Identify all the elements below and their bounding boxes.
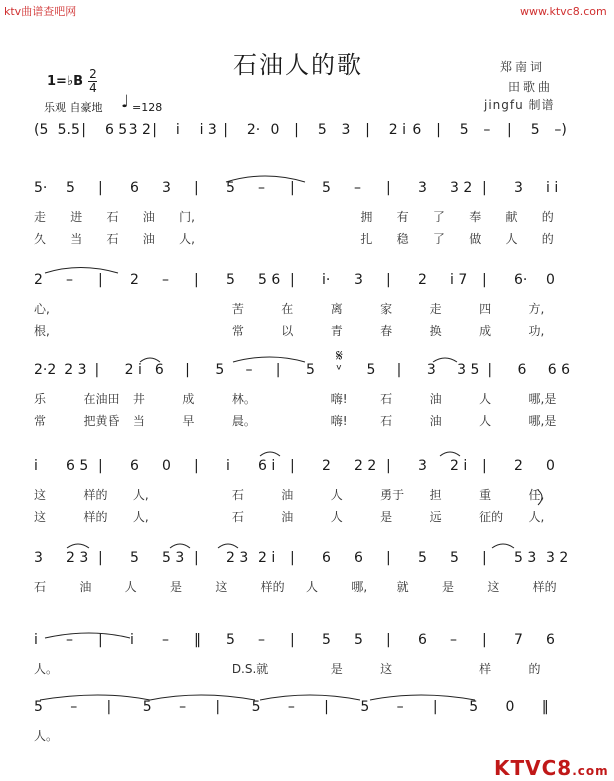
lyric-syllable: 根,: [34, 324, 50, 338]
lyric-syllable: 当: [132, 414, 145, 428]
tempo-value: =128: [132, 101, 163, 114]
lyric-syllable: 石: [106, 232, 119, 246]
note-token: i: [226, 458, 230, 474]
note-token: 5: [354, 632, 363, 648]
lyric-syllable: 担: [429, 488, 442, 502]
note-token: i 3: [199, 122, 217, 138]
lyric-syllable: 人。: [34, 662, 59, 676]
lyric-syllable: 是: [170, 580, 183, 594]
lyric-syllable: D.S.就: [231, 662, 269, 676]
slur-13: [40, 695, 150, 700]
lyric-syllable: 奉: [469, 210, 482, 224]
lyric-syllable: 油: [429, 414, 442, 428]
note-token: –: [258, 632, 265, 648]
barline: |: [386, 180, 391, 196]
lyric-syllable: 人,: [132, 510, 149, 524]
slur-15: [260, 695, 360, 700]
lyric-syllable: 走: [34, 210, 47, 224]
slur-11: [492, 544, 514, 548]
note-token: 2 2: [354, 458, 377, 474]
note-token: –): [554, 122, 567, 138]
lyric-syllable: 在油田: [83, 392, 120, 406]
lyric-syllable: 人,: [179, 232, 195, 246]
lyric-syllable: 井: [132, 392, 145, 406]
barline: |: [215, 699, 221, 715]
note-token: 6: [154, 362, 164, 378]
lyric-syllable: 重: [479, 488, 492, 502]
slur-8: [67, 544, 89, 548]
barline: |: [290, 550, 295, 566]
note-token: 5: [360, 699, 370, 715]
note-token: –: [70, 699, 78, 715]
barline: |: [436, 122, 441, 138]
meter-bottom: 4: [89, 81, 97, 95]
note-token: i: [34, 632, 38, 648]
lyric-syllable: 石: [34, 580, 47, 594]
note-token: 2: [34, 272, 43, 288]
lyric-syllable: 勇于: [380, 488, 405, 502]
note-token: –: [287, 699, 295, 715]
lyric-syllable: 的: [541, 232, 554, 246]
lyric-syllable: 拥: [360, 210, 373, 224]
barline: |: [365, 122, 370, 138]
note-token: 3 2: [546, 550, 569, 566]
barline: |: [98, 180, 103, 196]
lyric-syllable: 进: [70, 210, 83, 224]
note-token: –: [162, 632, 169, 648]
note-token: 5: [130, 550, 139, 566]
note-token: 7: [514, 632, 523, 648]
lyric-syllable: 门,: [179, 210, 195, 224]
note-token: 6: [546, 632, 555, 648]
note-token: 2 i: [450, 458, 468, 474]
lyric-syllable: 石: [231, 510, 244, 524]
note-token: i: [34, 458, 38, 474]
note-token: –: [396, 699, 404, 715]
note-token: –: [179, 699, 187, 715]
note-token: 3: [418, 180, 427, 196]
barline: |: [482, 458, 487, 474]
note-token: i 7: [450, 272, 468, 288]
note-token: 6 5: [104, 122, 128, 138]
lyric-syllable: 人。: [34, 729, 59, 743]
lyric-syllable: 哪,: [351, 580, 368, 594]
note-token: 5·: [34, 180, 48, 196]
lyric-syllable: 成: [182, 392, 195, 406]
note-token: 5 3: [162, 550, 185, 566]
lyric-syllable: 方,: [528, 302, 545, 316]
barline: |: [432, 699, 438, 715]
note-token: –: [354, 180, 361, 196]
watermark-domain: .com: [572, 764, 609, 778]
lyric-syllable: 油: [79, 580, 92, 594]
note-token: 5: [215, 362, 225, 378]
note-token: 5: [142, 699, 152, 715]
note-token: 6·: [514, 272, 528, 288]
lyric-syllable: 人,: [528, 510, 545, 524]
note-token: 5: [459, 122, 469, 138]
lyric-syllable: 这: [34, 510, 47, 524]
barline: |: [81, 122, 87, 138]
barline: |: [194, 550, 199, 566]
barline: |: [185, 362, 190, 378]
note-token: i·: [322, 272, 331, 288]
note-token: 3: [426, 362, 436, 378]
barline: |: [386, 458, 391, 474]
lyric-syllable: 四: [479, 302, 492, 316]
barline: |: [98, 632, 103, 648]
lyric-syllable: 献: [505, 210, 518, 224]
segno-sign: 𝄋: [336, 346, 343, 365]
note-token: 5.5: [57, 122, 80, 138]
lyric-syllable: 常: [231, 324, 244, 338]
slur-4: [233, 357, 305, 362]
note-token: 2 i: [388, 122, 407, 138]
slur-5: [433, 358, 457, 362]
note-token: 2 3: [226, 550, 249, 566]
note-token: 3: [341, 122, 351, 138]
lyric-syllable: 石: [231, 488, 244, 502]
lyric-syllable: 心,: [34, 302, 50, 316]
note-token: 0: [505, 699, 515, 715]
note-token: 3: [514, 180, 523, 196]
barline: |: [290, 180, 295, 196]
lyric-syllable: 石: [106, 210, 119, 224]
barline: |: [194, 458, 199, 474]
barline: |: [482, 632, 487, 648]
note-token: 6: [517, 362, 527, 378]
barline: |: [194, 272, 199, 288]
note-token: –: [483, 122, 491, 138]
lyric-syllable: 样的: [532, 580, 557, 594]
barline: |: [290, 272, 295, 288]
note-token: 6: [322, 550, 331, 566]
lyric-syllable: 样的: [83, 488, 108, 502]
barline: |: [106, 699, 112, 715]
note-token: 2: [418, 272, 427, 288]
site-name-top-left: ktv曲谱查吧网: [4, 5, 77, 18]
note-token: 5 6: [258, 272, 281, 288]
note-token: 5: [322, 632, 331, 648]
barline: |: [152, 122, 157, 138]
lyric-syllable: 久: [34, 232, 47, 246]
note-token: 6 i: [258, 458, 276, 474]
note-token: i: [175, 122, 180, 138]
note-token: 5: [450, 550, 459, 566]
note-token: 6: [354, 550, 363, 566]
barline: |: [482, 550, 487, 566]
note-token: 5: [317, 122, 327, 138]
slur-10: [218, 544, 238, 548]
note-token: 5: [306, 362, 315, 378]
lyric-syllable: 油: [281, 488, 294, 502]
barline: |: [275, 362, 281, 378]
note-token: 5: [251, 699, 261, 715]
note-token: ᵛ: [336, 362, 343, 378]
lyric-syllable: 人: [479, 392, 492, 406]
transcriber-credit: jingfu 制谱: [484, 98, 555, 112]
note-token: –: [450, 632, 457, 648]
note-token: –: [258, 180, 265, 196]
note-token: 2 3: [64, 362, 87, 378]
slur-12: [45, 633, 130, 638]
lyric-syllable: 就: [396, 580, 409, 594]
song-title: 石油人的歌: [233, 51, 363, 79]
note-token: –: [245, 362, 253, 378]
lyric-syllable: 扎: [360, 232, 373, 246]
barline: |: [98, 458, 103, 474]
lyric-syllable: 哪,是: [528, 392, 557, 406]
lyric-syllable: 把黄昏: [83, 414, 120, 428]
barline: |: [507, 122, 512, 138]
lyric-syllable: 换: [429, 324, 442, 338]
note-token: 2 3: [66, 550, 89, 566]
lyric-syllable: 这: [380, 662, 393, 676]
note-token: 3 2: [450, 180, 473, 196]
lyric-syllable: 样: [479, 662, 492, 676]
note-token: (5: [34, 122, 49, 138]
note-token: 2·2: [34, 362, 57, 378]
composer-credit: 田歌曲: [508, 80, 554, 94]
lyric-syllable: 油: [429, 392, 442, 406]
barline: |: [290, 458, 295, 474]
lyric-syllable: 苦: [231, 302, 244, 316]
note-token: i i: [546, 180, 559, 196]
lyric-syllable: 这: [487, 580, 500, 594]
lyric-syllable: 在: [281, 302, 294, 316]
note-token: 5: [469, 699, 479, 715]
lyric-syllable: 人: [124, 580, 137, 594]
lyric-syllable: 油: [142, 232, 155, 246]
barline: |: [98, 550, 103, 566]
lyric-syllable: 家: [380, 302, 393, 316]
barline: |: [386, 632, 391, 648]
key-signature: 1=♭B: [47, 74, 83, 89]
lyric-syllable: 远: [429, 510, 442, 524]
lyric-syllable: 早: [182, 414, 195, 428]
lyric-syllable: 离: [330, 302, 343, 316]
lyric-syllable: 稳: [396, 232, 409, 246]
lyric-syllable: 乐: [34, 392, 47, 406]
lyric-syllable: 的: [528, 662, 541, 676]
slur-9: [170, 544, 190, 548]
lyric-syllable: 任,: [528, 488, 545, 502]
lyric-syllable: 春: [380, 324, 393, 338]
note-token: 2·: [246, 122, 261, 138]
lyric-syllable: 当: [70, 232, 83, 246]
barline: |: [386, 272, 391, 288]
lyric-syllable: 了: [432, 210, 445, 224]
note-token: 5: [366, 362, 376, 378]
lyric-syllable: 哪,是: [528, 414, 557, 428]
note-token: 5: [418, 550, 427, 566]
note-token: 5: [226, 632, 235, 648]
barline: |: [290, 632, 295, 648]
site-watermark: [494, 756, 609, 780]
note-token: 5 3: [514, 550, 537, 566]
note-token: 6: [412, 122, 422, 138]
note-token: 0: [162, 458, 171, 474]
note-token: 3: [354, 272, 363, 288]
note-token: 3: [418, 458, 427, 474]
lyric-syllable: 油: [142, 210, 155, 224]
barline: |: [386, 550, 391, 566]
note-token: 6 5: [66, 458, 89, 474]
note-token: 0: [546, 458, 555, 474]
lyric-syllable: 了: [432, 232, 445, 246]
lyric-syllable: 人,: [132, 488, 149, 502]
lyric-syllable: 人: [330, 488, 343, 502]
slur-2: [45, 268, 118, 274]
note-token: 2: [322, 458, 331, 474]
note-token: 5: [66, 180, 75, 196]
lyric-syllable: 功,: [528, 324, 545, 338]
note-token: 6: [130, 180, 139, 196]
lyric-syllable: 是: [380, 510, 393, 524]
lyric-syllable: 嗨!: [330, 414, 348, 428]
lyric-syllable: 是: [442, 580, 455, 594]
lyric-syllable: 人: [330, 510, 343, 524]
slur-16: [370, 695, 475, 700]
slur-14: [150, 695, 255, 700]
note-token: 3 5: [457, 362, 480, 378]
meter-top: 2: [89, 67, 97, 81]
note-token: 3: [34, 550, 43, 566]
barline: ‖: [541, 699, 549, 715]
lyric-syllable: 征的: [479, 510, 504, 524]
lyric-syllable: 石: [380, 414, 393, 428]
note-token: 2 i: [124, 362, 142, 378]
lyric-syllable: 样的: [260, 580, 285, 594]
watermark-main: KTVC8: [494, 756, 573, 780]
barline: |: [482, 180, 487, 196]
lyric-syllable: 样的: [83, 510, 108, 524]
lyric-syllable: 林。: [231, 392, 256, 406]
site-url-top-right: www.ktvc8.com: [520, 5, 607, 18]
slur-1: [226, 176, 305, 182]
barline: |: [223, 122, 228, 138]
brace-right: [538, 490, 542, 505]
note-token: 2 i: [258, 550, 276, 566]
lyric-syllable: 这: [215, 580, 228, 594]
lyric-syllable: 嗨!: [330, 392, 348, 406]
lyric-syllable: 人: [306, 580, 319, 594]
note-token: –: [66, 632, 73, 648]
note-token: 5: [34, 699, 43, 715]
note-token: 2: [514, 458, 523, 474]
lyric-syllable: 人: [505, 232, 518, 246]
barline: |: [324, 699, 329, 715]
lyric-syllable: 这: [34, 488, 47, 502]
lyric-syllable: 成: [479, 324, 492, 338]
slur-3: [140, 358, 160, 362]
lyricist-credit: 郑南词: [500, 60, 546, 74]
barline: ‖: [194, 632, 201, 648]
note-token: 3 2: [128, 122, 151, 138]
lyric-syllable: 以: [281, 324, 294, 338]
note-token: 5: [322, 180, 331, 196]
mood-marking: 乐观 自豪地: [44, 101, 103, 114]
note-token: 5: [226, 272, 235, 288]
note-token: 6 6: [547, 362, 571, 378]
lyric-syllable: 人: [479, 414, 492, 428]
note-token: 5: [226, 180, 235, 196]
note-token: 3: [162, 180, 171, 196]
note-token: –: [66, 272, 73, 288]
barline: |: [98, 272, 103, 288]
lyric-syllable: 有: [396, 210, 409, 224]
note-token: –: [162, 272, 169, 288]
note-token: 6: [130, 458, 139, 474]
lyric-syllable: 是: [330, 662, 343, 676]
note-token: 5: [530, 122, 540, 138]
lyric-syllable: 青: [330, 324, 343, 338]
note-token: i: [130, 632, 134, 648]
note-token: 0: [546, 272, 555, 288]
quarter-note-icon: ♩: [121, 92, 130, 112]
lyric-syllable: 走: [429, 302, 442, 316]
barline: |: [487, 362, 493, 378]
barline: |: [194, 180, 199, 196]
note-token: 2: [130, 272, 139, 288]
note-token: 6: [418, 632, 427, 648]
barline: |: [396, 362, 402, 378]
lyric-syllable: 石: [380, 392, 393, 406]
slur-7: [440, 452, 460, 456]
lyric-syllable: 的: [541, 210, 554, 224]
lyric-syllable: 常: [34, 414, 47, 428]
barline: |: [482, 272, 487, 288]
lyric-syllable: 晨。: [231, 414, 256, 428]
barline: |: [94, 362, 100, 378]
slur-6: [260, 452, 280, 456]
barline: |: [294, 122, 299, 138]
lyric-syllable: 油: [281, 510, 294, 524]
lyric-syllable: 做: [469, 232, 482, 246]
note-token: 0: [270, 122, 280, 138]
